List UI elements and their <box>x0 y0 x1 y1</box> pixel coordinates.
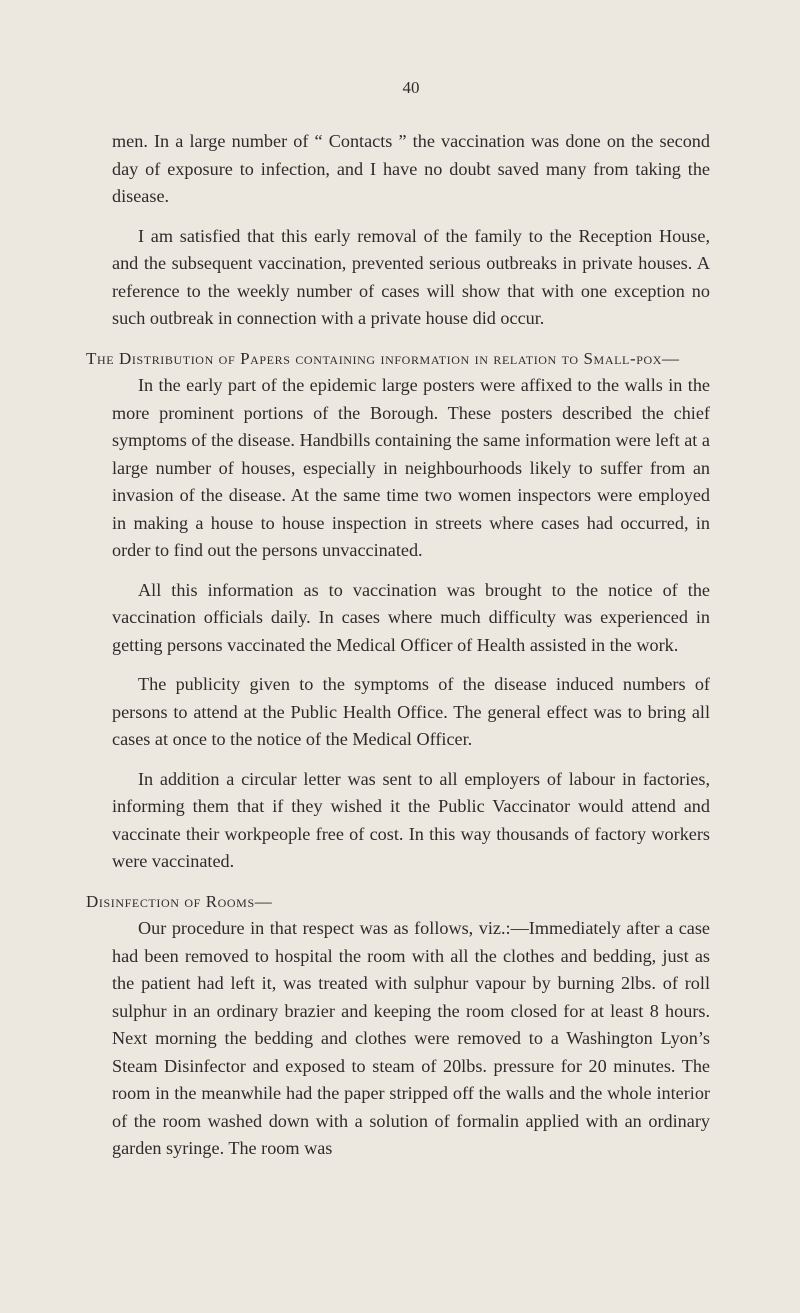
paragraph-circular-letter: In addition a circular letter was sent to all employers of labour in factories, informing them that if they wished it the Public Vaccinator would attend and vaccinate their workpeople free of cost. In this way thousands of factory workers were vaccinated. <box>112 768 710 871</box>
page-number: 40 <box>402 78 420 97</box>
paragraph-disinfection-procedure: Our procedure in that respect was as follows, viz.:—Immediately after a case had been removed to hospital the room with all the clothes and bedding, just as the patient had left it, was treated with sulphur vapour by burning 2lbs. of roll sulphur in an ordinary brazier and keeping the room closed for at least 8 hours. Next morning the bedding and clothes were removed to a Washington Lyon’s Steam Disinfector and exposed to steam of 20lbs. pressure for 20 minutes. The room in the meanwhile had the paper stripped off the walls and the whole interior of the room washed down with a solution of formalin applied with an ordinary garden syringe. The room was <box>112 918 710 1158</box>
section-heading-distribution-of-papers: The Distribution of Papers containing information in relation to Small-pox— <box>86 348 680 368</box>
paragraph-posters: In the early part of the epidemic large posters were affixed to the walls in the more prominent portions of the Borough. These posters described the chief symptoms of the disease. Handbills containing the same information were left at a large number of houses, especially in neighbourhoods likely to suffer from an invasion of the disease. At the same time two women inspectors were employed in making a house to house inspection in streets where cases had occurred, in order to find out the persons unvaccinated. <box>112 375 710 560</box>
paragraph-publicity: The publicity given to the symptoms of the disease induced numbers of persons to attend at the Public Health Office. The general effect was to bring all cases at once to the notice of the Medical Officer. <box>112 674 710 749</box>
paragraph-contacts-continuation: men. In a large number of “ Contacts ” the vaccination was done on the second day of exposure to infection, and I have no doubt saved many from taking the disease. <box>112 131 710 206</box>
paragraph-vaccination-officials: All this information as to vaccination was brought to the notice of the vaccination officials daily. In cases where much difficulty was experienced in getting persons vaccinated the Medical Officer of Health assisted in the work. <box>112 579 710 655</box>
section-heading-disinfection-of-rooms: Disinfection of Rooms— <box>86 891 273 911</box>
paragraph-reception-house: I am satisfied that this early removal of the family to the Reception House, and the subsequent vaccination, prevented serious outbreaks in private houses. A reference to the weekly number of cases will show that with one exception no such outbreak in connection with a private house did occur. <box>112 225 710 328</box>
